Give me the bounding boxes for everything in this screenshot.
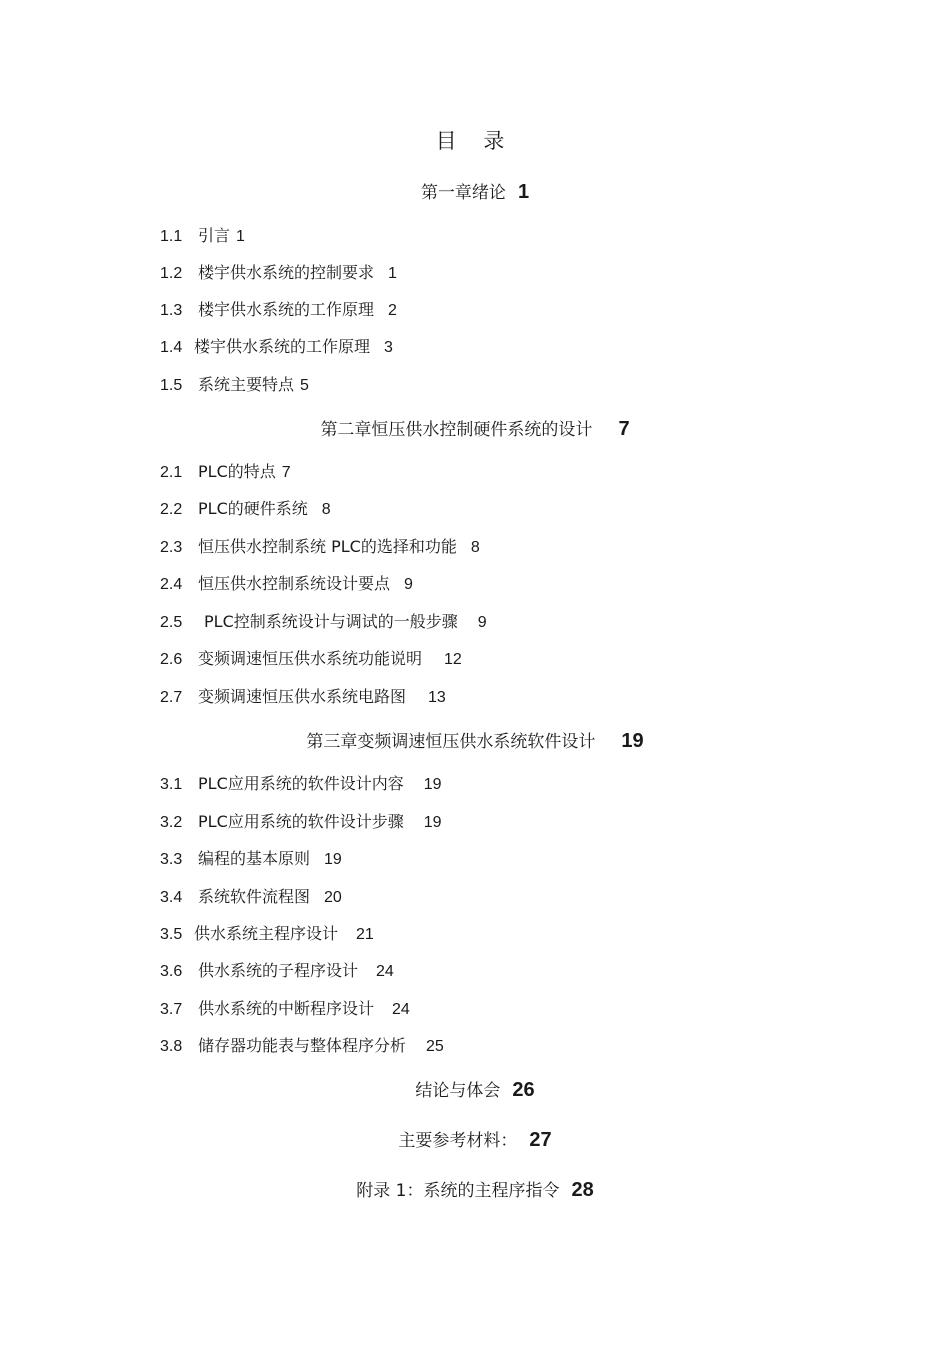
section-page: 19 <box>423 776 442 793</box>
chapter-page: 27 <box>529 1129 552 1151</box>
section-title: 变频调速恒压供水系统电路图 <box>198 687 407 706</box>
section-title: 变频调速恒压供水系统功能说明 <box>198 649 423 668</box>
section-title: PLC的特点 <box>198 462 276 481</box>
section-page: 19 <box>324 851 342 868</box>
chapter-heading <box>0 179 950 206</box>
toc-entry <box>160 335 393 360</box>
chapter-title: 第二章恒压供水控制硬件系统的设计 <box>320 420 593 440</box>
section-number: 3.3 <box>160 851 183 868</box>
toc-entry <box>160 810 442 835</box>
toc-entry <box>160 685 446 710</box>
section-number: 1.5 <box>160 377 183 394</box>
toc-title: 目 录 <box>435 129 515 153</box>
section-number: 2.2 <box>160 501 183 518</box>
toc-entry <box>160 922 374 947</box>
chapter-heading <box>0 728 950 755</box>
section-number: 1.1 <box>160 228 183 245</box>
section-title: 楼宇供水系统的控制要求 <box>198 263 375 282</box>
section-page: 20 <box>324 889 342 906</box>
chapter-page: 7 <box>618 418 630 440</box>
toc-entry <box>160 535 480 560</box>
section-page: 9 <box>477 614 487 631</box>
section-page: 8 <box>470 539 480 556</box>
chapter-page: 28 <box>571 1179 594 1201</box>
section-page: 13 <box>428 689 446 706</box>
toc-entry <box>160 497 331 522</box>
chapter-heading <box>0 416 950 443</box>
section-page: 5 <box>300 377 309 394</box>
toc-entry <box>160 997 410 1022</box>
section-number: 2.4 <box>160 576 183 593</box>
section-title: 储存器功能表与整体程序分析 <box>198 1036 407 1055</box>
section-number: 3.1 <box>160 776 183 793</box>
section-title: PLC的硬件系统 <box>198 499 308 518</box>
section-page: 7 <box>281 464 291 481</box>
section-page: 1 <box>236 228 245 245</box>
section-number: 3.6 <box>160 963 183 980</box>
section-page: 9 <box>404 576 413 593</box>
section-page: 21 <box>356 926 374 943</box>
chapter-title: 主要参考材料： <box>398 1131 518 1151</box>
section-title: 系统软件流程图 <box>198 887 311 906</box>
chapter-title: 第三章变频调速恒压供水系统软件设计 <box>306 732 596 752</box>
toc-entry <box>160 885 342 910</box>
section-number: 3.7 <box>160 1001 183 1018</box>
section-number: 3.5 <box>160 926 183 943</box>
section-page: 24 <box>376 963 394 980</box>
toc-entry <box>160 460 291 485</box>
chapter-page: 1 <box>517 181 530 203</box>
toc-entry <box>160 847 342 872</box>
section-number: 3.4 <box>160 889 183 906</box>
toc-entry <box>160 772 442 797</box>
chapter-page: 26 <box>512 1079 535 1101</box>
section-page: 2 <box>388 302 397 319</box>
chapter-heading <box>0 1177 950 1204</box>
section-number: 2.7 <box>160 689 183 706</box>
section-title: PLC应用系统的软件设计步骤 <box>198 812 404 831</box>
toc-entry <box>160 261 397 286</box>
section-number: 3.8 <box>160 1038 183 1055</box>
section-page: 19 <box>423 814 442 831</box>
section-page: 12 <box>444 651 462 668</box>
section-title: 恒压供水控制系统 PLC的选择和功能 <box>198 537 457 556</box>
chapter-title: 结论与体会 <box>415 1081 501 1101</box>
toc-entry <box>160 224 245 249</box>
toc-entry <box>160 572 413 597</box>
section-page: 24 <box>392 1001 410 1018</box>
section-page: 8 <box>321 501 331 518</box>
toc-entry <box>160 959 394 984</box>
section-title: 编程的基本原则 <box>198 849 311 868</box>
section-title: 引言 <box>198 226 231 245</box>
section-number: 1.2 <box>160 265 183 282</box>
section-number: 2.5 <box>160 614 183 631</box>
section-page: 1 <box>388 265 397 282</box>
chapter-heading <box>0 1127 950 1154</box>
chapter-title: 第一章绪论 <box>420 183 506 203</box>
section-title: PLC应用系统的软件设计内容 <box>198 774 404 793</box>
section-number: 2.3 <box>160 539 183 556</box>
section-title: PLC控制系统设计与调试的一般步骤 <box>204 612 458 631</box>
section-title: 楼宇供水系统的工作原理 <box>194 337 371 356</box>
section-number: 1.4 <box>160 339 183 356</box>
toc-entry <box>160 647 462 672</box>
section-title: 供水系统的子程序设计 <box>198 961 359 980</box>
section-number: 1.3 <box>160 302 183 319</box>
section-page: 3 <box>384 339 393 356</box>
chapter-title: 附录 1：系统的主程序指令 <box>356 1181 560 1201</box>
section-number: 2.1 <box>160 464 183 481</box>
section-title: 楼宇供水系统的工作原理 <box>198 300 375 319</box>
section-number: 2.6 <box>160 651 183 668</box>
section-title: 供水系统主程序设计 <box>194 924 339 943</box>
chapter-page: 19 <box>621 730 644 752</box>
chapter-heading <box>0 1077 950 1104</box>
toc-entry <box>160 298 397 323</box>
toc-entry <box>160 373 309 398</box>
section-title: 供水系统的中断程序设计 <box>198 999 375 1018</box>
section-title: 系统主要特点 <box>198 375 295 394</box>
section-number: 3.2 <box>160 814 183 831</box>
toc-entry <box>160 610 487 635</box>
section-page: 25 <box>426 1038 444 1055</box>
toc-entry <box>160 1034 444 1059</box>
section-title: 恒压供水控制系统设计要点 <box>198 574 391 593</box>
